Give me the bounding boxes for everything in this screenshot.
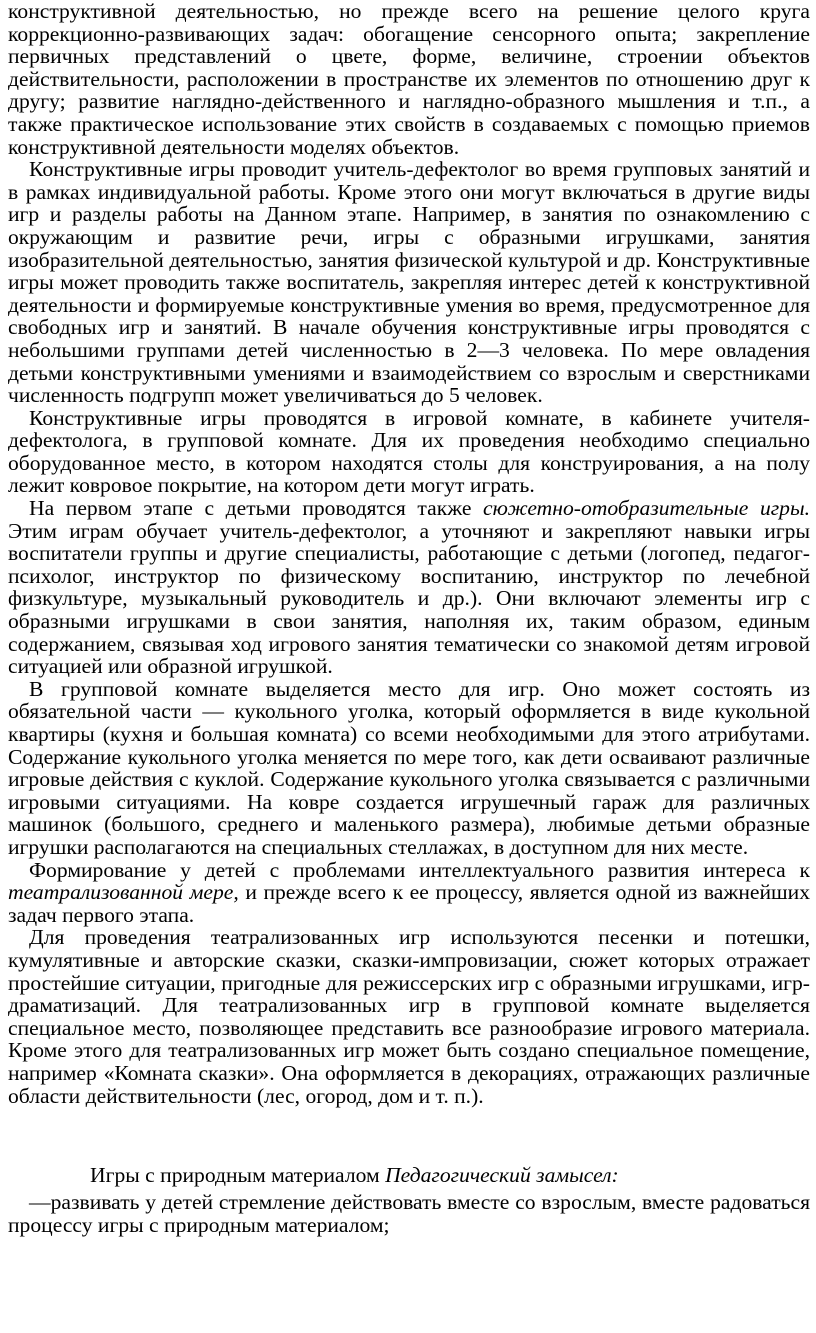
paragraph-continuation: конструктивной деятельностью, но прежде всего на решение целого круга коррекционно-развивающих задач: обогащение сенсорного опыта; закрепление первичных представлений о цвете, форме, величине, строении объектов действительности, расположении в пространстве их элементов по отношению друг к другу; развитие наглядно-действенного и наглядно-образного мышления и т.п., а также практическое использование этих свойств в создаваемых с помощью приемов конструктивной деятельности моделях объектов. — [8, 0, 810, 159]
section-subtitle: Педагогический замысел: — [385, 1163, 619, 1188]
paragraph-play-area: В групповой комнате выделяется место для игр. Оно может состоять из обязательной части — кукольного уголка, который оформляется в виде кукольной квартиры (кухня и большая комната) со всеми необходимыми для этого атрибутами. Содержание кукольного уголка меняется по мере того, как дети осваивают различные игровые действия с куклой. Содержание кукольного уголка связывается с различными игровыми ситуациями. На ковре создается игрушечный гараж для различных машинок (большого, среднего и маленького размера), любимые детьми образные игрушки располагаются на специальных стеллажах, в доступном для них месте. — [8, 676, 810, 859]
paragraph-theatrical-interest — [8, 859, 810, 927]
paragraph-game-location: Конструктивные игры проводятся в игровой комнате, в кабинете учителя-дефектолога, в групповой комнате. Для их проведения необходимо специально оборудованное место, в котором находятся столы для конструирования, а на полу лежит ковровое покрытие, на котором дети могут играть. — [8, 405, 810, 498]
text-run: Этим играм обучает учитель-дефектолог, а уточняют и закрепляют навыки игры воспитатели группы и другие специалисты, работающие с детьми (логопед, педагог-психолог, инструктор по физическому воспитанию, инструктор по лечебной физкультуре, музыкальный руководитель и др.). Они включают элементы игр с образными игрушками в свои занятия, наполняя их, таким образом, единым содержанием, связывая ход игрового занятия тематически со знакомой детям игровой ситуацией или образной игрушкой. — [8, 518, 810, 679]
paragraph-theatrical-games: Для проведения театрализованных игр используются песенки и потешки, кумулятивные и авторские сказки, сказки-импровизации, сюжет которых отражает простейшие ситуации, пригодные для режиссерских игр с образными игрушками, игр-драматизаций. Для театрализованных игр в групповой комнате выделяется специальное место, позволяющее представить все разнообразие игрового материала. Кроме этого для театрализованных игр может быть создано специальное помещение, например «Комната сказки». Она оформляется в декорациях, отражающих различные области действительности (лес, огород, дом и т. п.). — [8, 925, 810, 1108]
section-heading — [8, 1163, 810, 1187]
text-run: и прежде всего к ее процессу, является одной из важнейших задач первого этапа. — [8, 880, 810, 927]
section-title: Игры с природным материалом — [90, 1163, 380, 1188]
italic-term: театрализованной мере, — [8, 880, 239, 905]
text-run: На первом этапе с детьми проводятся также — [29, 496, 484, 521]
italic-term: сюжетно-отобразительные игры. — [483, 496, 810, 521]
paragraph-constructive-games: Конструктивные игры проводит учитель-дефектолог во время групповых занятий и в рамках индивидуальной работы. Кроме этого они могут включаться в другие виды игр и разделы работы на Данном этапе. Например, в занятия по ознакомлению с окружающим и развитие речи, игры с образными игрушками, занятия изобразительной деятельностью, занятия физической культурой и др. Конструктивные игры может проводить также воспитатель, закрепляя интерес детей к конструктивной деятельности и формируемые конструктивные умения во время, предусмотренное для свободных игр и занятий. В начале обучения конструктивные игры проводятся с небольшими группами детей численностью в 2—3 человека. По мере овладения детьми конструктивными умениями и взаимодействием со взрослым и сверстниками численность подгрупп может увеличиваться до 5 человек. — [8, 157, 810, 408]
text-run: Формирование у детей с проблемами интеллектуального развития интереса к — [29, 857, 810, 882]
goal-item: —развивать у детей стремление действовать вместе со взрослым, вместе радоваться процессу игры с природным материалом; — [8, 1190, 810, 1237]
paragraph-plot-games — [8, 497, 810, 678]
